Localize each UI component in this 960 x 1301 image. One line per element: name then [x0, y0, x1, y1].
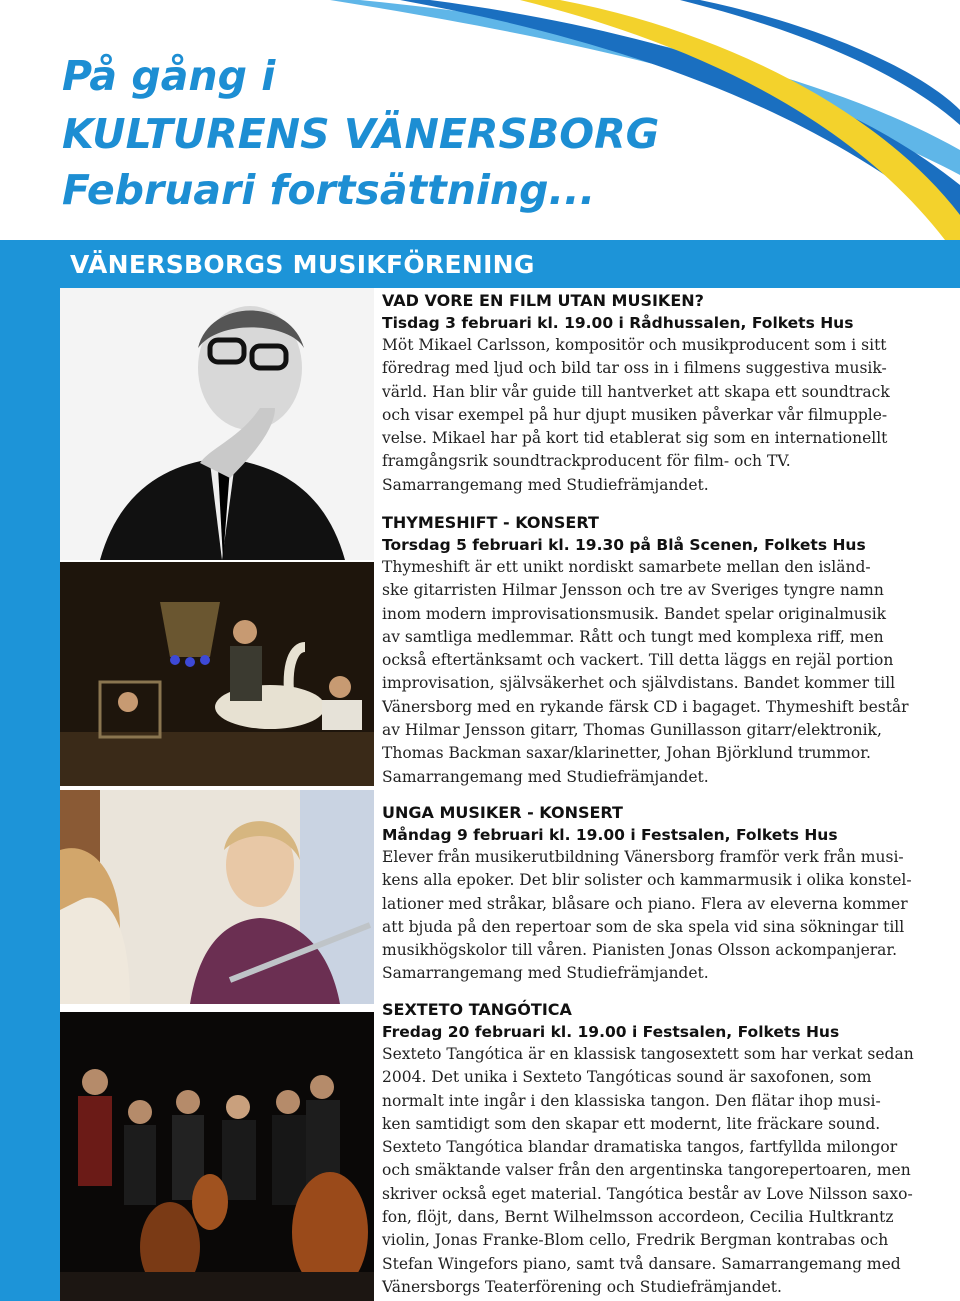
description-line: velse. Mikael har på kort tid etablerat sig som en internationellt: [382, 429, 888, 448]
event-description: [382, 846, 922, 986]
event-title: VAD VORE EN FILM UTAN MUSIKEN?: [382, 291, 704, 310]
description-line: Thomas Backman saxar/klarinetter, Johan Björklund trummor.: [382, 744, 871, 763]
description-line: också eftertänksamt och vackert. Till detta läggs en rejäl portion: [382, 651, 894, 670]
flute-photo-icon: [60, 790, 374, 1004]
description-line: kens alla epoker. Det blir solister och kammarmusik i olika konstel-: [382, 871, 912, 890]
description-line: Vänersborgs Teaterförening och Studiefrämjandet.: [382, 1277, 782, 1296]
description-line: Samarrangemang med Studiefrämjandet.: [382, 767, 709, 786]
description-line: normalt inte ingår i den klassiska tangon. Den flätar ihop musi-: [382, 1091, 881, 1110]
description-line: av samtliga medlemmar. Rått och tungt med komplexa riff, men: [382, 627, 884, 646]
description-line: Vänersborg med en rykande färsk CD i bagaget. Thymeshift består: [382, 697, 909, 716]
description-line: föredrag med ljud och bild tar oss in i filmens suggestiva musik-: [382, 359, 887, 378]
header-line-2: KULTURENS VÄNERSBORG: [62, 110, 660, 158]
portrait-photo-icon: [60, 288, 374, 560]
event-description: [382, 556, 922, 789]
description-line: skriver också eget material. Tangótica består av Love Nilsson saxo-: [382, 1184, 913, 1203]
description-line: ske gitarristen Hilmar Jensson och tre av Sveriges tyngre namn: [382, 581, 884, 600]
description-line: improvisation, självsäkerhet och självdistans. Bandet kommer till: [382, 674, 896, 693]
description-line: lationer med stråkar, blåsare och piano. Flera av eleverna kommer: [382, 894, 908, 913]
event-description: [382, 334, 922, 497]
description-line: Sexteto Tangótica blandar dramatiska tangos, fartfyllda milongor: [382, 1138, 898, 1157]
description-line: inom modern improvisationsmusik. Bandet spelar originalmusik: [382, 604, 887, 623]
description-line: Samarrangemang med Studiefrämjandet.: [382, 475, 709, 494]
description-line: värld. Han blir vår guide till hantverket att skapa ett soundtrack: [382, 382, 890, 401]
header-line-3: Februari fortsättning...: [62, 166, 596, 214]
description-line: Samarrangemang med Studiefrämjandet.: [382, 964, 709, 983]
description-line: violin, Jonas Franke-Blom cello, Fredrik Bergman kontrabas och: [382, 1231, 889, 1250]
event-sexteto-tangotica: [382, 999, 922, 1299]
event-datetime: Fredag 20 februari kl. 19.00 i Festsalen, Folkets Hus: [382, 1023, 840, 1041]
description-line: och smäktande valser från den argentinska tangorepertoaren, men: [382, 1161, 911, 1180]
event-thymeshift: [382, 512, 922, 789]
event-film-music: [382, 290, 922, 497]
description-line: Elever från musikerutbildning Vänersborg framför verk från musi-: [382, 848, 904, 866]
description-line: Sexteto Tangótica är en klassisk tangosextett som har verkat sedan: [382, 1045, 914, 1063]
band-photo-icon: [60, 562, 374, 786]
header-line-1: På gång i: [62, 52, 276, 100]
description-line: musikhögskolor till våren. Pianisten Jonas Olsson ackompanjerar.: [382, 941, 898, 960]
description-line: 2004. Det unika i Sexteto Tangóticas sound är saxofonen, som: [382, 1068, 872, 1087]
description-line: att bjuda på den repertoar som de ska spela vid sina sökningar till: [382, 917, 905, 936]
description-line: Thymeshift är ett unikt nordiskt samarbete mellan den isländ-: [382, 558, 871, 576]
event-description: [382, 1043, 922, 1299]
event-title: THYMESHIFT - KONSERT: [382, 513, 599, 532]
event-datetime: Måndag 9 februari kl. 19.00 i Festsalen, Folkets Hus: [382, 826, 838, 844]
description-line: ken samtidigt som den skapar ett modernt, lite fräckare sound.: [382, 1114, 881, 1133]
event-datetime: Tisdag 3 februari kl. 19.00 i Rådhussalen, Folkets Hus: [382, 314, 854, 332]
description-line: och visar exempel på hur djupt musiken påverkar vår filmupple-: [382, 405, 888, 424]
description-line: fon, flöjt, dans, Bernt Wilhelmsson accordeon, Cecilia Hultkrantz: [382, 1208, 894, 1227]
event-title: SEXTETO TANGÓTICA: [382, 1000, 572, 1019]
event-unga-musiker: [382, 802, 922, 986]
description-line: Stefan Wingefors piano, samt två dansare. Samarrangemang med: [382, 1254, 901, 1273]
description-line: av Hilmar Jensson gitarr, Thomas Gunillasson gitarr/elektronik,: [382, 721, 882, 740]
ensemble-photo-icon: [60, 1012, 374, 1301]
event-title: UNGA MUSIKER - KONSERT: [382, 803, 623, 822]
description-line: framgångsrik soundtrackproducent för film- och TV.: [382, 452, 791, 471]
description-line: Möt Mikael Carlsson, kompositör och musikproducent som i sitt: [382, 336, 887, 354]
section-title: VÄNERSBORGS MUSIKFÖRENING: [70, 250, 535, 279]
event-datetime: Torsdag 5 februari kl. 19.30 på Blå Scenen, Folkets Hus: [382, 536, 866, 554]
